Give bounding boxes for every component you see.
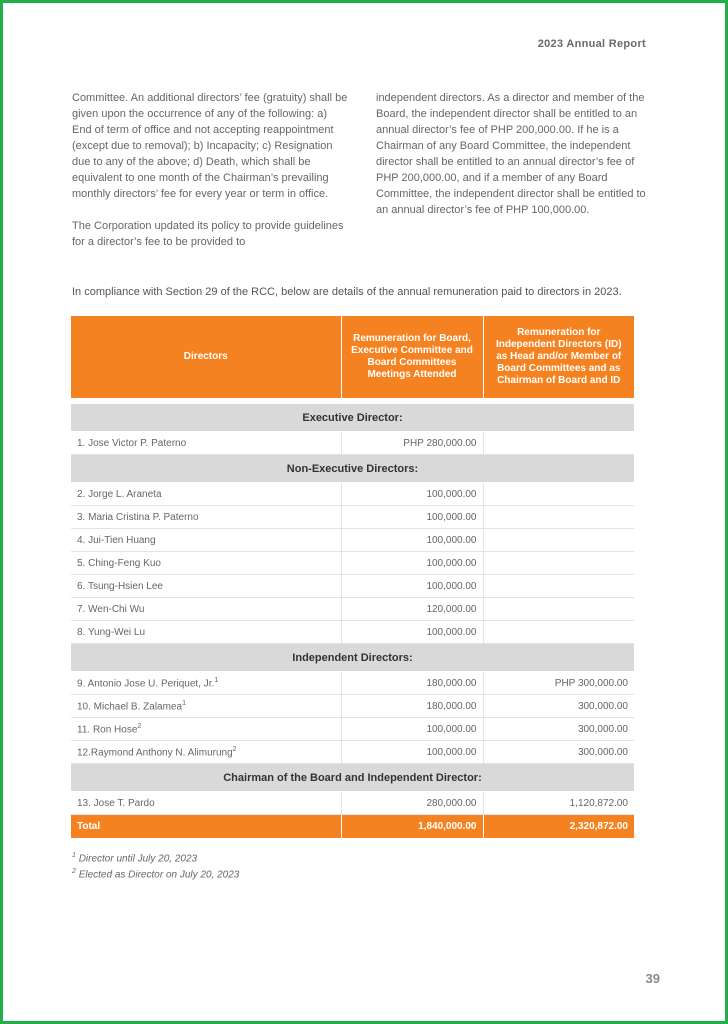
table-row (71, 792, 634, 815)
id-fee (483, 575, 634, 598)
table-row (71, 718, 634, 741)
id-fee: 300,000.00 (483, 741, 634, 764)
director-name: 9. Antonio Jose U. Periquet, Jr.$^1$ (71, 672, 341, 695)
total-id-fee: 2,320,872.00 (483, 815, 634, 839)
table-intro: In compliance with Section 29 of the RCC, below are details of the annual remuneration paid to directors in 2023. (72, 286, 622, 298)
board-fee: 100,000.00 (341, 483, 483, 506)
table-header-row (71, 316, 634, 398)
footnote-mark: 1 (182, 699, 186, 707)
section-chairman: Chairman of the Board and Independent Director: (71, 764, 634, 792)
section-non-executive: Non-Executive Directors: (71, 455, 634, 483)
board-fee: 180,000.00 (341, 672, 483, 695)
table-row (71, 575, 634, 598)
id-fee: 300,000.00 (483, 718, 634, 741)
left-paragraph-2: The Corporation updated its policy to provide guidelines for a director’s fee to be provided to (72, 220, 344, 248)
footnote-1: $^1$ Director until July 20, 2023 (72, 852, 198, 865)
header-directors: Directors (71, 316, 341, 398)
board-fee: 100,000.00 (341, 741, 483, 764)
director-name: 3. Maria Cristina P. Paterno (71, 506, 341, 529)
table-row (71, 529, 634, 552)
footnote-mark: 2 (137, 722, 142, 730)
table-row (71, 695, 634, 718)
right-paragraph-1: independent directors. As a director and member of the Board, the independent director shall be entitled to an annual director’s fee of PHP 200,000.00. If he is a Chairman of any Board Committee, the independent director shall be entitled to an annual director’s fee of PHP 200,000.00, and if a member of any Board Committee, the independent director shall be entitled to an annual director’s fee of PHP 100,000.00. (376, 92, 646, 216)
board-fee: 100,000.00 (341, 552, 483, 575)
board-fee: 120,000.00 (341, 598, 483, 621)
director-name: 8. Yung-Wei Lu (71, 621, 341, 644)
id-fee (483, 552, 634, 575)
id-fee (483, 506, 634, 529)
header-board-remuneration: Remuneration for Board, Executive Committee and Board Committees Meetings Attended (341, 316, 483, 398)
table-row (71, 621, 634, 644)
section-executive: Executive Director: (71, 404, 634, 432)
id-fee (483, 483, 634, 506)
table-row (71, 741, 634, 764)
left-paragraph-1: Committee. An additional directors’ fee (gratuity) shall be given upon the occurrence of any of the following: a) End of term of office and not accepting reappointment (except due to removal); b) Incapacity; c) Resignation due to any of the above; d) Death, which shall be equivalent to one month of the Chairman’s prevailing monthly directors’ fee for every year or term in office. (72, 92, 348, 200)
report-title: 2023 Annual Report (537, 38, 646, 50)
right-column (376, 90, 652, 234)
director-name: 11. Ron Hose$^2$ (71, 718, 341, 741)
id-fee: 300,000.00 (483, 695, 634, 718)
total-board-fee: 1,840,000.00 (341, 815, 483, 839)
table-row (71, 483, 634, 506)
left-column (72, 90, 348, 266)
id-fee: PHP 300,000.00 (483, 672, 634, 695)
board-fee: 280,000.00 (341, 792, 483, 815)
id-fee (483, 621, 634, 644)
total-label: Total (71, 815, 341, 839)
board-fee: 100,000.00 (341, 718, 483, 741)
table-row (71, 552, 634, 575)
section-independent: Independent Directors: (71, 644, 634, 672)
footnote-mark: 2 (232, 745, 237, 753)
id-fee (483, 598, 634, 621)
director-name: 5. Ching-Feng Kuo (71, 552, 341, 575)
table-row (71, 672, 634, 695)
director-name: 12.Raymond Anthony N. Alimurung$^2$ (71, 741, 341, 764)
table-row (71, 506, 634, 529)
director-name: 7. Wen-Chi Wu (71, 598, 341, 621)
id-fee (483, 432, 634, 455)
director-name: 4. Jui-Tien Huang (71, 529, 341, 552)
director-name: 6. Tsung-Hsien Lee (71, 575, 341, 598)
id-fee: 1,120,872.00 (483, 792, 634, 815)
id-fee (483, 529, 634, 552)
board-fee: 180,000.00 (341, 695, 483, 718)
footnote-mark: 1 (214, 676, 219, 684)
board-fee: 100,000.00 (341, 506, 483, 529)
footnote-2: $^2$ Elected as Director on July 20, 2023 (72, 868, 240, 881)
board-fee: PHP 280,000.00 (341, 432, 483, 455)
director-name: 1. Jose Victor P. Paterno (71, 432, 341, 455)
director-name: 10. Michael B. Zalamea$^1$ (71, 695, 341, 718)
table-row (71, 598, 634, 621)
board-fee: 100,000.00 (341, 621, 483, 644)
remuneration-table (71, 316, 634, 838)
director-name: 2. Jorge L. Araneta (71, 483, 341, 506)
director-name: 13. Jose T. Pardo (71, 792, 341, 815)
page-number: 39 (645, 971, 660, 986)
total-row (71, 815, 634, 839)
table-row (71, 432, 634, 455)
board-fee: 100,000.00 (341, 529, 483, 552)
board-fee: 100,000.00 (341, 575, 483, 598)
header-id-remuneration: Remuneration for Independent Directors (ID) as Head and/or Member of Board Committees and as Chairman of Board and ID (483, 316, 634, 398)
